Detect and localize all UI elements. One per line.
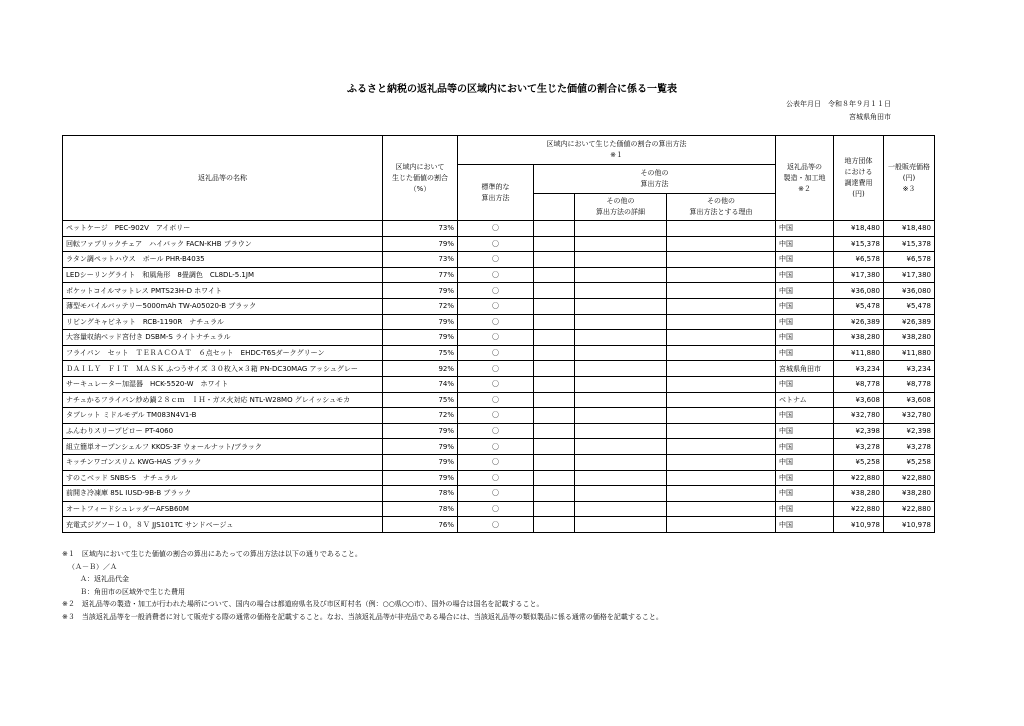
cell-ratio: 79% xyxy=(383,283,458,299)
cell-other xyxy=(534,298,575,314)
cell-price: ¥2,398 xyxy=(884,423,935,439)
cell-other xyxy=(534,361,575,377)
cell-price: ¥3,608 xyxy=(884,392,935,408)
cell-name: 回転ファブリックチェア ハイバック FACN-KHB ブラウン xyxy=(63,236,383,252)
cell-other xyxy=(534,408,575,424)
cell-name: フライパン セット ＴＥＲＡＣＯＡＴ ６点セット EHDC-T6Sダークグリーン xyxy=(63,345,383,361)
cell-name: 充電式ジグソー１０，８Ｖ JJS101TC サンドベージュ xyxy=(63,517,383,533)
table-row xyxy=(63,221,935,237)
cell-other-detail xyxy=(575,361,667,377)
cell-origin: 中国 xyxy=(776,221,834,237)
cell-ratio: 72% xyxy=(383,298,458,314)
cell-price: ¥22,880 xyxy=(884,501,935,517)
cell-cost: ¥22,880 xyxy=(834,470,884,486)
cell-price: ¥5,478 xyxy=(884,298,935,314)
cell-other-reason xyxy=(667,252,776,268)
cell-ratio: 73% xyxy=(383,252,458,268)
note-2: ※２ 返礼品等の製造・加工が行われた場所について、国内の場合は都道府県名及び市区町村名（例：○○県○○市）、国外の場合は国名を記載すること。 xyxy=(62,600,544,609)
header-origin: 返礼品等の 製造・加工地 ※２ xyxy=(776,136,834,221)
cell-other xyxy=(534,454,575,470)
note-b: Ｂ：角田市の区域外で生じた費用 xyxy=(80,587,185,596)
cell-price: ¥22,880 xyxy=(884,470,935,486)
header-cost: 地方団体 における 調達費用 (円) xyxy=(834,136,884,221)
cell-other xyxy=(534,392,575,408)
cell-other-reason xyxy=(667,439,776,455)
cell-standard: 〇 xyxy=(458,283,534,299)
publish-date: 公表年月日 令和８年９月１１日 xyxy=(786,100,891,108)
cell-other-reason xyxy=(667,298,776,314)
cell-origin: 中国 xyxy=(776,486,834,502)
cell-name: ポケットコイルマットレス PMTS23H-D ホワイト xyxy=(63,283,383,299)
cell-cost: ¥38,280 xyxy=(834,330,884,346)
cell-origin: 中国 xyxy=(776,314,834,330)
cell-price: ¥3,234 xyxy=(884,361,935,377)
cell-other xyxy=(534,501,575,517)
cell-origin: 中国 xyxy=(776,454,834,470)
cell-price: ¥15,378 xyxy=(884,236,935,252)
cell-other-reason xyxy=(667,470,776,486)
cell-price: ¥5,258 xyxy=(884,454,935,470)
cell-other-reason xyxy=(667,392,776,408)
cell-standard: 〇 xyxy=(458,298,534,314)
cell-price: ¥32,780 xyxy=(884,408,935,424)
cell-other-detail xyxy=(575,470,667,486)
cell-standard: 〇 xyxy=(458,517,534,533)
table-row xyxy=(63,439,935,455)
cell-other-reason xyxy=(667,314,776,330)
cell-other-detail xyxy=(575,330,667,346)
cell-cost: ¥8,778 xyxy=(834,376,884,392)
cell-name: キッチンワゴンスリム KWG-HAS ブラック xyxy=(63,454,383,470)
cell-ratio: 79% xyxy=(383,330,458,346)
cell-origin: 中国 xyxy=(776,501,834,517)
cell-standard: 〇 xyxy=(458,345,534,361)
cell-price: ¥38,280 xyxy=(884,486,935,502)
cell-other-detail xyxy=(575,283,667,299)
cell-ratio: 79% xyxy=(383,439,458,455)
cell-name: 大容量収納ベッド宮付き DSBM-S ライトナチュラル xyxy=(63,330,383,346)
cell-name: サーキュレーター加湿器 HCK-5520-W ホワイト xyxy=(63,376,383,392)
municipality-name: 宮城県角田市 xyxy=(849,113,891,121)
footnotes xyxy=(62,548,663,624)
cell-other-detail xyxy=(575,423,667,439)
cell-origin: 中国 xyxy=(776,408,834,424)
note-a: Ａ：返礼品代金 xyxy=(80,575,129,584)
cell-origin: ベトナム xyxy=(776,392,834,408)
cell-other-reason xyxy=(667,454,776,470)
cell-cost: ¥2,398 xyxy=(834,423,884,439)
cell-other xyxy=(534,345,575,361)
return-gift-table xyxy=(62,135,935,533)
cell-standard: 〇 xyxy=(458,501,534,517)
cell-cost: ¥36,080 xyxy=(834,283,884,299)
cell-other-detail xyxy=(575,221,667,237)
cell-cost: ¥22,880 xyxy=(834,501,884,517)
cell-name: ラタン調ペットハウス ボール PHR-B4035 xyxy=(63,252,383,268)
cell-other-detail xyxy=(575,314,667,330)
cell-name: ＤＡＩＬＹ ＦＩＴ ＭＡＳＫ ふつうサイズ ３０枚入×３箱 PN-DC30MAG アッシュグレー xyxy=(63,361,383,377)
cell-other xyxy=(534,314,575,330)
cell-ratio: 79% xyxy=(383,314,458,330)
table-row xyxy=(63,314,935,330)
cell-ratio: 92% xyxy=(383,361,458,377)
cell-ratio: 75% xyxy=(383,345,458,361)
table-row xyxy=(63,252,935,268)
cell-origin: 中国 xyxy=(776,236,834,252)
cell-standard: 〇 xyxy=(458,330,534,346)
cell-origin: 中国 xyxy=(776,439,834,455)
cell-other xyxy=(534,330,575,346)
cell-standard: 〇 xyxy=(458,423,534,439)
cell-price: ¥36,080 xyxy=(884,283,935,299)
cell-price: ¥18,480 xyxy=(884,221,935,237)
table-row xyxy=(63,454,935,470)
cell-other-detail xyxy=(575,408,667,424)
cell-standard: 〇 xyxy=(458,408,534,424)
cell-origin: 宮城県角田市 xyxy=(776,361,834,377)
cell-price: ¥26,389 xyxy=(884,314,935,330)
cell-price: ¥11,880 xyxy=(884,345,935,361)
cell-name: LEDシーリングライト 和風角形 8畳調色 CL8DL-5.1JM xyxy=(63,267,383,283)
cell-cost: ¥32,780 xyxy=(834,408,884,424)
cell-standard: 〇 xyxy=(458,392,534,408)
cell-cost: ¥3,608 xyxy=(834,392,884,408)
cell-name: 組立簡単オープンシェルフ KKOS-3F ウォールナット/ブラック xyxy=(63,439,383,455)
header-other-detail: その他の 算出方法の詳細 xyxy=(575,194,667,221)
header-other-reason: その他の 算出方法とする理由 xyxy=(667,194,776,221)
cell-other xyxy=(534,252,575,268)
cell-origin: 中国 xyxy=(776,345,834,361)
cell-ratio: 78% xyxy=(383,501,458,517)
cell-ratio: 73% xyxy=(383,221,458,237)
cell-price: ¥10,978 xyxy=(884,517,935,533)
cell-cost: ¥10,978 xyxy=(834,517,884,533)
cell-standard: 〇 xyxy=(458,252,534,268)
cell-origin: 中国 xyxy=(776,267,834,283)
cell-other-detail xyxy=(575,517,667,533)
table-row xyxy=(63,267,935,283)
cell-other-reason xyxy=(667,283,776,299)
cell-other xyxy=(534,486,575,502)
cell-other-reason xyxy=(667,517,776,533)
cell-name: オートフィードシュレッダーAFSB60M xyxy=(63,501,383,517)
cell-other-reason xyxy=(667,345,776,361)
cell-origin: 中国 xyxy=(776,376,834,392)
cell-price: ¥3,278 xyxy=(884,439,935,455)
cell-ratio: 79% xyxy=(383,423,458,439)
cell-ratio: 74% xyxy=(383,376,458,392)
cell-price: ¥17,380 xyxy=(884,267,935,283)
table-row xyxy=(63,423,935,439)
cell-other-detail xyxy=(575,376,667,392)
cell-ratio: 79% xyxy=(383,470,458,486)
cell-cost: ¥11,880 xyxy=(834,345,884,361)
cell-cost: ¥5,258 xyxy=(834,454,884,470)
cell-other xyxy=(534,376,575,392)
cell-ratio: 76% xyxy=(383,517,458,533)
cell-price: ¥8,778 xyxy=(884,376,935,392)
cell-other-reason xyxy=(667,423,776,439)
table-row xyxy=(63,501,935,517)
cell-other-detail xyxy=(575,267,667,283)
cell-cost: ¥15,378 xyxy=(834,236,884,252)
cell-standard: 〇 xyxy=(458,454,534,470)
header-other-group: その他の 算出方法 xyxy=(534,165,776,194)
header-blank xyxy=(534,194,575,221)
cell-other-reason xyxy=(667,361,776,377)
cell-cost: ¥17,380 xyxy=(834,267,884,283)
cell-standard: 〇 xyxy=(458,376,534,392)
cell-other-detail xyxy=(575,501,667,517)
cell-standard: 〇 xyxy=(458,439,534,455)
cell-name: すのこベッド SNBS-S ナチュラル xyxy=(63,470,383,486)
table-row xyxy=(63,345,935,361)
table-row xyxy=(63,361,935,377)
header-price: 一般販売価格 (円) ※３ xyxy=(884,136,935,221)
cell-cost: ¥5,478 xyxy=(834,298,884,314)
table-row xyxy=(63,236,935,252)
cell-other-detail xyxy=(575,454,667,470)
cell-ratio: 77% xyxy=(383,267,458,283)
cell-other-detail xyxy=(575,439,667,455)
cell-other xyxy=(534,221,575,237)
cell-origin: 中国 xyxy=(776,517,834,533)
cell-origin: 中国 xyxy=(776,470,834,486)
cell-name: 薄型モバイルバッテリー5000mAh TW-A05020-B ブラック xyxy=(63,298,383,314)
cell-name: タブレット ミドルモデル TM083N4V1-B xyxy=(63,408,383,424)
cell-origin: 中国 xyxy=(776,283,834,299)
table-row xyxy=(63,470,935,486)
table-row xyxy=(63,298,935,314)
cell-ratio: 79% xyxy=(383,454,458,470)
cell-other xyxy=(534,267,575,283)
cell-cost: ¥6,578 xyxy=(834,252,884,268)
note-1: ※１ 区域内において生じた価値の割合の算出にあたっての算出方法は以下の通りであること。 xyxy=(62,550,362,558)
table-row xyxy=(63,392,935,408)
cell-other-detail xyxy=(575,392,667,408)
cell-cost: ¥3,278 xyxy=(834,439,884,455)
cell-other xyxy=(534,423,575,439)
cell-ratio: 79% xyxy=(383,236,458,252)
cell-name: ペットケージ PEC-902V アイボリー xyxy=(63,221,383,237)
table-row xyxy=(63,376,935,392)
cell-other-detail xyxy=(575,345,667,361)
cell-cost: ¥3,234 xyxy=(834,361,884,377)
cell-ratio: 78% xyxy=(383,486,458,502)
cell-other xyxy=(534,439,575,455)
cell-other xyxy=(534,517,575,533)
table-row xyxy=(63,517,935,533)
cell-other-reason xyxy=(667,236,776,252)
cell-standard: 〇 xyxy=(458,267,534,283)
table-row xyxy=(63,330,935,346)
cell-other-detail xyxy=(575,486,667,502)
cell-other-reason xyxy=(667,408,776,424)
cell-name: リビングキャビネット RCB-1190R ナチュラル xyxy=(63,314,383,330)
cell-origin: 中国 xyxy=(776,252,834,268)
header-name: 返礼品等の名称 xyxy=(63,136,383,221)
cell-other-reason xyxy=(667,376,776,392)
note-formula: （Ａ－Ｂ）／Ａ xyxy=(68,562,117,571)
cell-other-reason xyxy=(667,221,776,237)
header-method-group: 区域内において生じた価値の割合の算出方法 ※１ xyxy=(458,136,776,165)
cell-price: ¥38,280 xyxy=(884,330,935,346)
table-row xyxy=(63,486,935,502)
cell-other-reason xyxy=(667,486,776,502)
document-title: ふるさと納税の返礼品等の区域内において生じた価値の割合に係る一覧表 xyxy=(347,84,677,95)
cell-ratio: 75% xyxy=(383,392,458,408)
cell-standard: 〇 xyxy=(458,361,534,377)
header-ratio: 区域内において 生じた価値の割合 （%） xyxy=(383,136,458,221)
cell-standard: 〇 xyxy=(458,236,534,252)
cell-origin: 中国 xyxy=(776,423,834,439)
cell-other-reason xyxy=(667,330,776,346)
cell-cost: ¥18,480 xyxy=(834,221,884,237)
cell-ratio: 72% xyxy=(383,408,458,424)
cell-other-reason xyxy=(667,501,776,517)
cell-standard: 〇 xyxy=(458,314,534,330)
cell-other xyxy=(534,283,575,299)
cell-other-reason xyxy=(667,267,776,283)
cell-name: 前開き冷凍庫 85L IUSD-9B-B ブラック xyxy=(63,486,383,502)
cell-cost: ¥26,389 xyxy=(834,314,884,330)
cell-origin: 中国 xyxy=(776,298,834,314)
table-row xyxy=(63,283,935,299)
table-row xyxy=(63,408,935,424)
cell-other-detail xyxy=(575,298,667,314)
cell-standard: 〇 xyxy=(458,470,534,486)
cell-name: ナチュかるフライパン炒め鍋２８ｃｍ ＩＨ・ガス火対応 NTL-W28MO グレイッシュモカ xyxy=(63,392,383,408)
cell-origin: 中国 xyxy=(776,330,834,346)
note-3: ※３ 当該返礼品等を一般消費者に対して販売する際の通常の価格を記載すること。なお、当該返礼品等が非売品である場合には、当該返礼品等の類似製品に係る通常の価格を記載すること。 xyxy=(62,612,663,621)
header-standard: 標準的な 算出方法 xyxy=(458,165,534,221)
cell-other xyxy=(534,470,575,486)
cell-standard: 〇 xyxy=(458,486,534,502)
cell-standard: 〇 xyxy=(458,221,534,237)
cell-name: ふんわりスリープピロー PT-4060 xyxy=(63,423,383,439)
cell-price: ¥6,578 xyxy=(884,252,935,268)
cell-other-detail xyxy=(575,252,667,268)
cell-other-detail xyxy=(575,236,667,252)
cell-cost: ¥38,280 xyxy=(834,486,884,502)
cell-other xyxy=(534,236,575,252)
